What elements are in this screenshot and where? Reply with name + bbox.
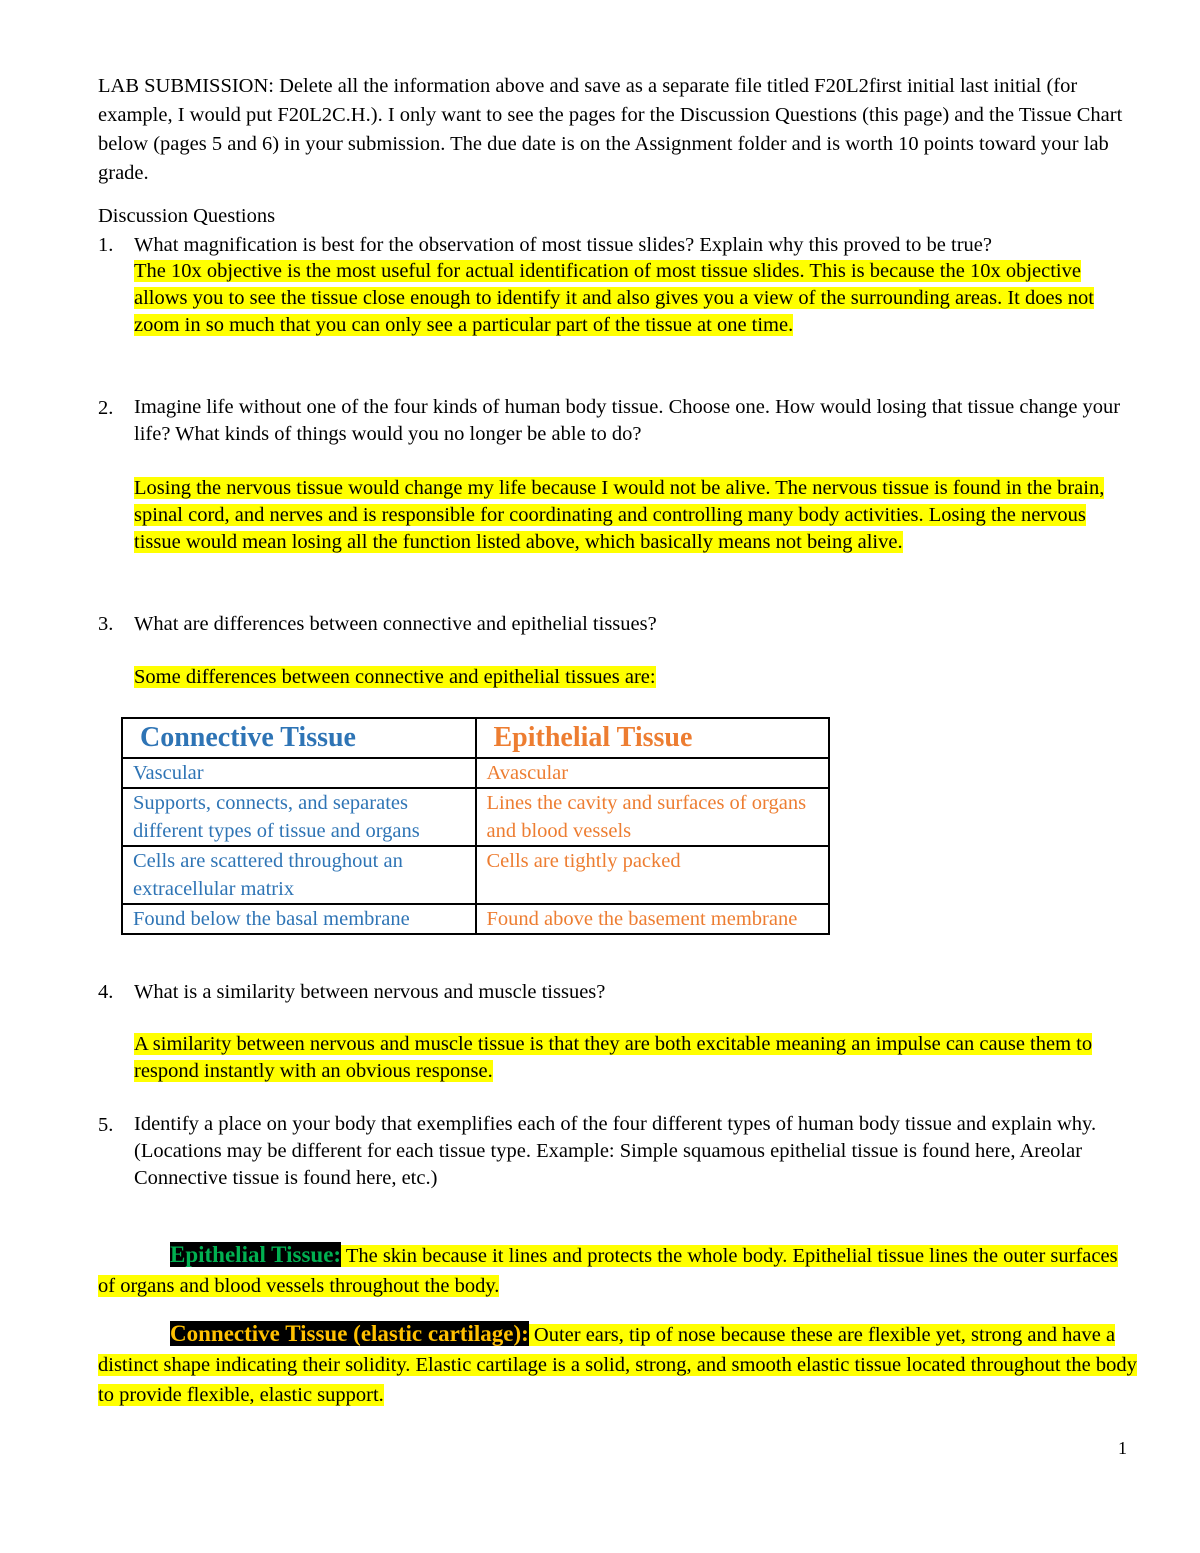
question-number: 2.	[98, 397, 114, 419]
answer-1	[134, 258, 1134, 339]
question-text: Identify a place on your body that exemplifies each of the four different types of human body tissue and explain why. (Locations may be different for each tissue type. Example: Simple squamous epithelial tissue is found here, Areolar Connective tissue is found here, etc.)	[134, 1113, 1097, 1189]
epithelial-label: Epithelial Tissue:	[170, 1242, 342, 1267]
table-row	[122, 904, 829, 934]
question-text: What magnification is best for the observation of most tissue slides? Explain why this proved to be true?	[134, 234, 992, 256]
answer-text: A similarity between nervous and muscle tissue is that they are both excitable meaning an impulse can cause them to respond instantly with an obvious response.	[134, 1033, 1093, 1082]
question-number: 3.	[98, 613, 114, 635]
page-number: 1	[1118, 1438, 1127, 1458]
table-header-row	[122, 718, 829, 758]
answer-text: The 10x objective is the most useful for actual identification of most tissue slides. This is because the 10x objective allows you to see the tissue close enough to identify it and also gives you a view of the surrounding areas. It does not zoom in so much that you can only see a particular part of the tissue at one time.	[134, 260, 1094, 336]
lab-submission-paragraph: LAB SUBMISSION: Delete all the information above and save as a separate file titled F20L2first initial last initial (for example, I would put F20L2C.H.). I only want to see the pages for the Discussion Questions (this page) and the Tissue Chart below (pages 5 and 6) in your submission. The due date is on the Assignment folder and is worth 10 points toward your lab grade.	[98, 75, 1123, 184]
connective-example	[98, 1319, 1138, 1410]
answer-3	[134, 664, 1134, 691]
tissue-comparison-table	[121, 717, 830, 935]
answer-2	[134, 475, 1134, 556]
question-number: 1.	[98, 234, 114, 256]
epithelial-example-text: The skin because it lines and protects the whole body. Epithelial tissue lines the outer surfaces of organs and blood vessels throughout the body.	[98, 1245, 1118, 1297]
question-text: What are differences between connective and epithelial tissues?	[134, 613, 657, 635]
table-row	[122, 758, 829, 788]
epithelial-cell: Avascular	[476, 758, 830, 788]
connective-label: Connective Tissue (elastic cartilage):	[170, 1321, 529, 1346]
question-text: Imagine life without one of the four kinds of human body tissue. Choose one. How would losing that tissue change your life? What kinds of things would you no longer be able to do?	[134, 396, 1121, 445]
epithelial-cell: Found above the basement membrane	[476, 904, 830, 934]
epithelial-header: Epithelial Tissue	[476, 718, 830, 758]
question-number: 4.	[98, 981, 114, 1003]
answer-4	[134, 1031, 1134, 1085]
epithelial-cell: Cells are tightly packed	[476, 846, 830, 904]
answer-text: Some differences between connective and epithelial tissues are:	[134, 666, 656, 688]
connective-example-text: Outer ears, tip of nose because these are flexible yet, strong and have a distinct shape indicating their solidity. Elastic cartilage is a solid, strong, and smooth elastic tissue located throughout the body to provide flexible, elastic support.	[98, 1324, 1137, 1406]
answer-text: Losing the nervous tissue would change my life because I would not be alive. The nervous tissue is found in the brain, spinal cord, and nerves and is responsible for coordinating and controlling many body activities. Losing the nervous tissue would mean losing all the function listed above, which basically means not being alive.	[134, 477, 1105, 553]
table-row	[122, 788, 829, 846]
epithelial-cell: Lines the cavity and surfaces of organs and blood vessels	[476, 788, 830, 846]
section-title: Discussion Questions	[98, 205, 276, 227]
question-text: What is a similarity between nervous and muscle tissues?	[134, 981, 606, 1003]
connective-cell: Found below the basal membrane	[122, 904, 476, 934]
connective-cell: Cells are scattered throughout an extracellular matrix	[122, 846, 476, 904]
question-number: 5.	[98, 1114, 114, 1136]
connective-header: Connective Tissue	[122, 718, 476, 758]
epithelial-example	[98, 1240, 1138, 1301]
connective-cell: Supports, connects, and separates different types of tissue and organs	[122, 788, 476, 846]
table-row	[122, 846, 829, 904]
connective-cell: Vascular	[122, 758, 476, 788]
